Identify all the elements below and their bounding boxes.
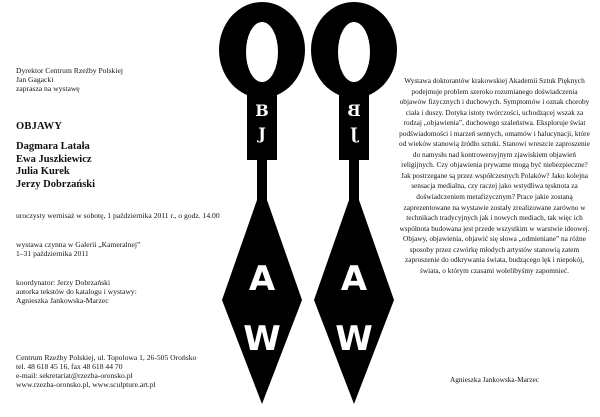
host-line-1: Dyrektor Centrum Rzeźby Polskiej bbox=[16, 66, 123, 75]
artist-name: Jerzy Dobrzański bbox=[16, 178, 96, 190]
duration-line-1: wystawa czynna w Galerii „Kameralnej” bbox=[16, 240, 141, 249]
right-letter: J bbox=[350, 124, 358, 143]
opening-info: uroczysty wernisaż w sobotę, 1 października 2011 r., o godz. 14.00 bbox=[16, 211, 220, 220]
left-letter: W bbox=[243, 319, 281, 359]
objawy-key-artwork bbox=[212, 0, 408, 417]
artist-name: Julia Kurek bbox=[16, 166, 70, 177]
right-letter: B bbox=[347, 101, 361, 120]
left-letter: B bbox=[255, 101, 269, 120]
contact-websites: www.rzezba-oronsko.pl, www.sculpture.art.pl bbox=[16, 380, 156, 389]
right-key-figure bbox=[311, 2, 397, 404]
left-key-figure bbox=[219, 2, 305, 404]
duration-line-2: 1–31 października 2011 bbox=[16, 249, 89, 258]
contact-phone: tel. 48 618 45 16, fax 48 618 44 70 bbox=[16, 362, 123, 371]
author-name: Agnieszka Jankowska-Marzec bbox=[16, 296, 109, 305]
contact-address: Centrum Rzeźby Polskiej, ul. Topolowa 1, 26-505 Orońsko bbox=[16, 353, 197, 362]
left-letter: J bbox=[258, 124, 266, 143]
author-label: autorka tekstów do katalogu i wystawy: bbox=[16, 287, 137, 296]
contact-email: e-mail: sekretariat@rzezba-oronsko.pl bbox=[16, 371, 133, 380]
description-signature: Agnieszka Jankowska-Marzec bbox=[450, 375, 539, 384]
left-letter: A bbox=[248, 259, 276, 299]
exhibition-title: OBJAWY bbox=[16, 121, 63, 132]
artist-list bbox=[16, 141, 95, 191]
right-letter: A bbox=[340, 259, 368, 299]
artist-name: Dagmara Latała bbox=[16, 141, 90, 152]
host-line-2: Jan Gagacki bbox=[16, 75, 54, 84]
exhibition-description: Wystawa doktorantów krakowskiej Akademii Sztuk Pięknych podejmuje problem szeroko rozumianego doświadczenia objawów fizycznych i duchowych. Symptomów i oznak choroby ciała i duszy. Dotyka istoty twórczości, uchodzącej wszak za rodzaj „objawienia”, duchowego szaleństwa. Eksploruje świat podświadomości i marzeń sennych, omamów i halucynacji, które od wieków stanowią źródło sztuki. Stanowi wreszcie zaproszenie do namysłu nad kontrowersyjnym zjawiskiem objawień religijnych. Czy objawienia prywatne mogą być niebezpieczne? Jak postrzegane są przez współczesnych Polaków? Jako kolejna sensacja medialna, czy raczej jako wstydliwa tęsknota za doświadczeniem metafizycznym? Prace jakie zostaną zaprezentowane na wystawie zostały zrealizowane zarówno w technikach tradycyjnych jak i nowych mediach, tak więc ich wspólnota budowana jest przede wszystkim w warstwie ideowej. Objawy, objawienia, objawić się słowa „odmieniane” na różne sposoby przez czwórkę młodych artystów stanowią zatem zaproszenie do odkrywania świata, budzącego lęk i niepokój, świata, o którym czasami wolelibyśmy zapomnieć. bbox=[399, 76, 590, 275]
artist-name: Ewa Juszkiewicz bbox=[16, 153, 92, 165]
host-line-3: zaprasza na wystawę bbox=[16, 84, 80, 93]
coordinator: koordynator: Jerzy Dobrzański bbox=[16, 278, 111, 287]
right-letter: W bbox=[335, 319, 373, 359]
